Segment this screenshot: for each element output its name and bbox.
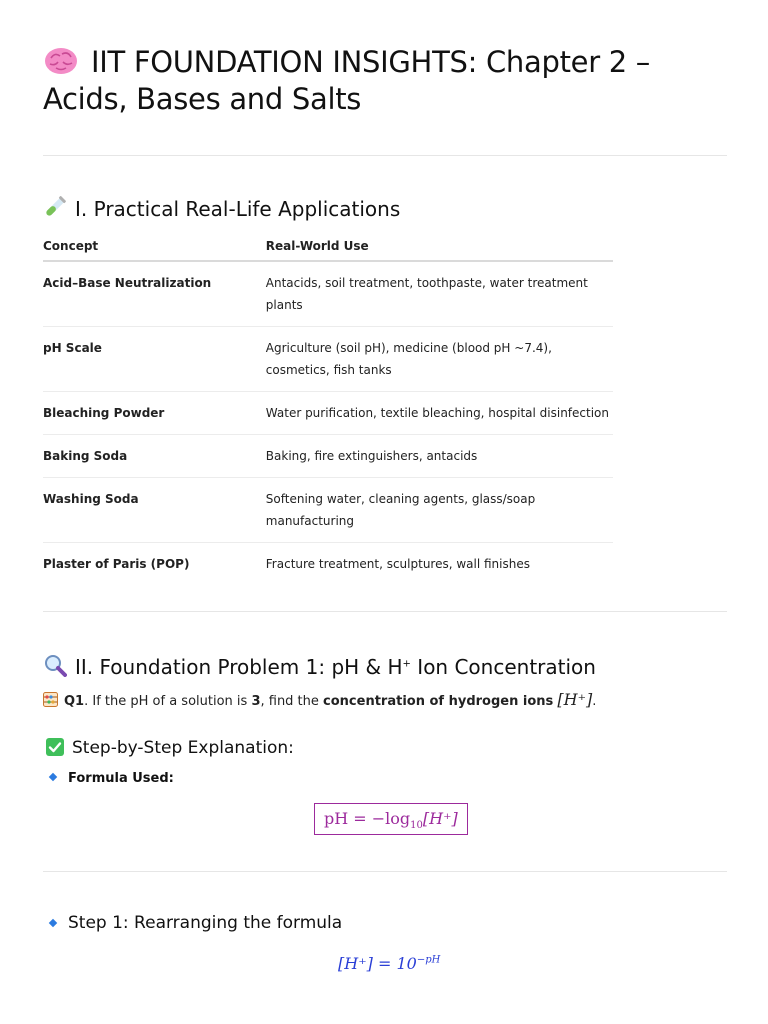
concept-cell: Plaster of Paris (POP) bbox=[43, 557, 190, 571]
question-1: Q1. If the pH of a solution is 3, find the concentration of hydrogen ions [H⁺]. bbox=[43, 690, 596, 711]
math-h-ion: [H⁺] bbox=[557, 690, 593, 709]
table-row bbox=[43, 478, 613, 543]
concept-cell: pH Scale bbox=[43, 327, 266, 392]
use-cell: Baking, fire extinguishers, antacids bbox=[266, 435, 613, 478]
check-mark-icon bbox=[46, 738, 64, 761]
step-1-heading: Step 1: Rearranging the formula bbox=[50, 913, 342, 933]
column-header-concept: Concept bbox=[43, 233, 266, 261]
concept-cell: Washing Soda bbox=[43, 478, 266, 543]
abacus-icon bbox=[43, 692, 58, 711]
divider bbox=[43, 871, 727, 872]
divider bbox=[43, 155, 727, 156]
concept-cell: Baking Soda bbox=[43, 435, 266, 478]
table-header-row bbox=[43, 233, 613, 261]
test-tube-icon bbox=[43, 195, 67, 224]
table-row bbox=[43, 435, 613, 478]
blue-diamond-icon bbox=[49, 773, 57, 781]
use-cell: Softening water, cleaning agents, glass/soap manufacturing bbox=[266, 478, 613, 543]
blue-diamond-icon bbox=[49, 919, 57, 927]
applications-table bbox=[43, 233, 613, 585]
table-row bbox=[43, 261, 613, 327]
column-header-use: Real-World Use bbox=[266, 233, 613, 261]
title-text: IIT FOUNDATION INSIGHTS: Chapter 2 – Acids, Bases and Salts bbox=[43, 45, 651, 116]
magnifier-icon bbox=[43, 653, 67, 682]
divider bbox=[43, 611, 727, 612]
use-cell: Antacids, soil treatment, toothpaste, water treatment plants bbox=[266, 261, 613, 327]
use-cell: Water purification, textile bleaching, hospital disinfection bbox=[266, 392, 613, 435]
table-row bbox=[43, 327, 613, 392]
concept-cell: Acid–Base Neutralization bbox=[43, 261, 266, 327]
brain-icon bbox=[43, 46, 79, 76]
use-cell: Agriculture (soil pH), medicine (blood pH ~7.4), cosmetics, fish tanks bbox=[266, 327, 613, 392]
concept-cell: Bleaching Powder bbox=[43, 392, 266, 435]
page-title bbox=[43, 44, 733, 118]
formula-label: Formula Used: bbox=[50, 771, 174, 786]
table-row bbox=[43, 392, 613, 435]
ph-formula-box: pH = $-\log_{10}[H^+]$ bbox=[314, 803, 468, 835]
table-row bbox=[43, 543, 613, 586]
explanation-heading: Step-by-Step Explanation: bbox=[46, 738, 294, 761]
rearranged-equation: $[H^+] = 10^{-pH}$ bbox=[338, 954, 441, 973]
section-heading-applications: I. Practical Real-Life Applications bbox=[43, 195, 400, 224]
section-heading-problem-1: II. Foundation Problem 1: pH & H+ Ion Concentration bbox=[43, 653, 596, 682]
use-cell: Fracture treatment, sculptures, wall finishes bbox=[265, 557, 530, 571]
